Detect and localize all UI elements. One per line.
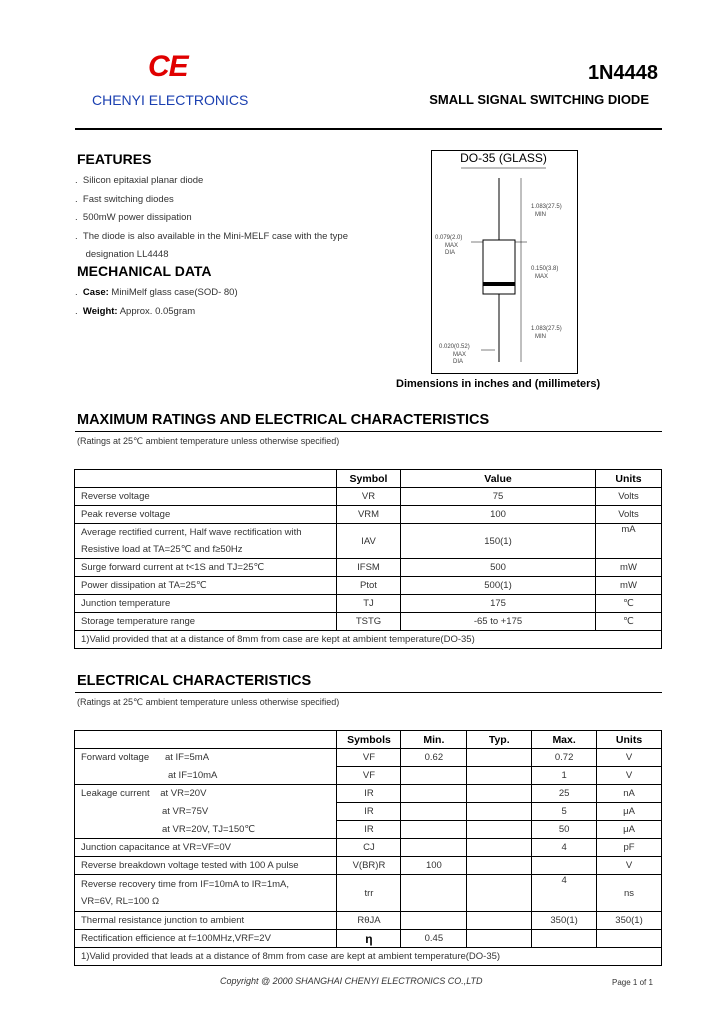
electrical-table <box>74 730 662 966</box>
table-row: Junction capacitance at VR=VF=0V CJ 4 pF <box>75 839 662 857</box>
table-row: Thermal resistance junction to ambient RθJA 350(1) 350(1) <box>75 912 662 930</box>
dim-label: 0.150(3.8) <box>531 266 559 272</box>
features-list <box>75 172 405 265</box>
dim-label: MAX <box>535 274 549 280</box>
dimensions-caption: Dimensions in inches and (millimeters) <box>396 378 601 390</box>
part-number: 1N4448 <box>587 62 658 84</box>
table-row: Reverse recovery time from IF=10mA to IR=1mA, VR=6V, RL=100 Ω trr 4 ns <box>75 875 662 912</box>
table-row: Peak reverse voltage VRM 100 Volts <box>75 506 662 524</box>
dim-label: DIA <box>453 359 464 365</box>
table-header-row: Symbol Value Units <box>75 470 662 488</box>
table-row: Surge forward current at t<1S and TJ=25℃ IFSM 500 mW <box>75 559 662 577</box>
copyright-footer: Copyright @ 2000 SHANGHAI CHENYI ELECTRONICS CO.,LTD <box>220 976 483 986</box>
table-header-row: Symbols Min. Typ. Max. Units <box>75 731 662 749</box>
max-ratings-table <box>74 469 662 649</box>
dim-label: 0.079(2.0) <box>435 235 463 241</box>
feature-item: . The diode is also available in the Mini-MELF case with the type <box>75 230 348 242</box>
feature-item: . Silicon epitaxial planar diode <box>75 175 204 186</box>
table-row: Storage temperature range TSTG -65 to +175 ℃ <box>75 613 662 631</box>
mechanical-item: . Case: MiniMelf glass case(SOD- 80) <box>75 287 238 298</box>
feature-item: . Fast switching diodes <box>75 193 174 205</box>
table-row: Reverse voltage VR 75 Volts <box>75 488 662 506</box>
dim-label: MIN <box>535 212 546 218</box>
dim-label: MIN <box>535 334 546 340</box>
package-outline-drawing <box>431 150 576 372</box>
ratings-note: (Ratings at 25℃ ambient temperature unless otherwise specified) <box>77 436 340 446</box>
part-description: SMALL SIGNAL SWITCHING DIODE <box>429 92 649 107</box>
dim-label: DIA <box>445 250 456 256</box>
table-footnote-row: 1)Valid provided that leads at a distance of 8mm from case are kept at ambient temperature(DO-35) <box>75 948 662 966</box>
mechanical-list <box>75 284 405 321</box>
header-divider <box>75 128 662 130</box>
feature-item: designation LL4448 <box>85 249 169 260</box>
feature-item: . 500mW power dissipation <box>75 212 192 223</box>
features-heading: FEATURES <box>77 151 152 167</box>
mechanical-item: . Weight: Approx. 0.05gram <box>75 305 196 317</box>
section-divider <box>75 431 662 432</box>
table-footnote-row: 1)Valid provided that at a distance of 8mm from case are kept at ambient temperature(DO-35) <box>75 631 662 649</box>
table-row: Rectification efficience at f=100MHz,VRF=2V η 0.45 <box>75 930 662 948</box>
table-row: at VR=75V IR 5 μA <box>75 803 662 821</box>
dim-label: 0.020(0.52) <box>439 344 470 350</box>
company-logo: CE <box>148 50 188 83</box>
mechanical-heading: MECHANICAL DATA <box>77 263 212 279</box>
table-row: Reverse breakdown voltage tested with 100 A pulse V(BR)R 100 V <box>75 857 662 875</box>
table-row: Leakage current at VR=20V IR 25 nA <box>75 785 662 803</box>
electrical-note: (Ratings at 25℃ ambient temperature unless otherwise specified) <box>77 697 340 707</box>
electrical-heading: ELECTRICAL CHARACTERISTICS <box>77 673 312 689</box>
table-row: Average rectified current, Half wave rectification with Resistive load at TA=25℃ and f≥50Hz IAV 150(1) mA <box>75 524 662 559</box>
table-row: at VR=20V, TJ=150℃ IR 50 μA <box>75 821 662 839</box>
table-row: Forward voltage at IF=5mA VF 0.62 0.72 V <box>75 749 662 767</box>
dim-label: 1.083(27.5) <box>531 326 562 332</box>
table-row: Power dissipation at TA=25℃ Ptot 500(1) mW <box>75 577 662 595</box>
table-row: Junction temperature TJ 175 ℃ <box>75 595 662 613</box>
dim-label: MAX <box>453 352 467 358</box>
page-number: Page 1 of 1 <box>612 978 653 987</box>
company-name: CHENYI ELECTRONICS <box>92 92 249 108</box>
table-row: at IF=10mA VF 1 V <box>75 767 662 785</box>
dim-label: 1.083(27.5) <box>531 204 562 210</box>
section-divider <box>75 692 662 693</box>
max-ratings-heading: MAXIMUM RATINGS AND ELECTRICAL CHARACTERISTICS <box>77 412 490 428</box>
package-title: DO-35 (GLASS) <box>460 151 547 165</box>
dim-label: MAX <box>445 243 459 249</box>
